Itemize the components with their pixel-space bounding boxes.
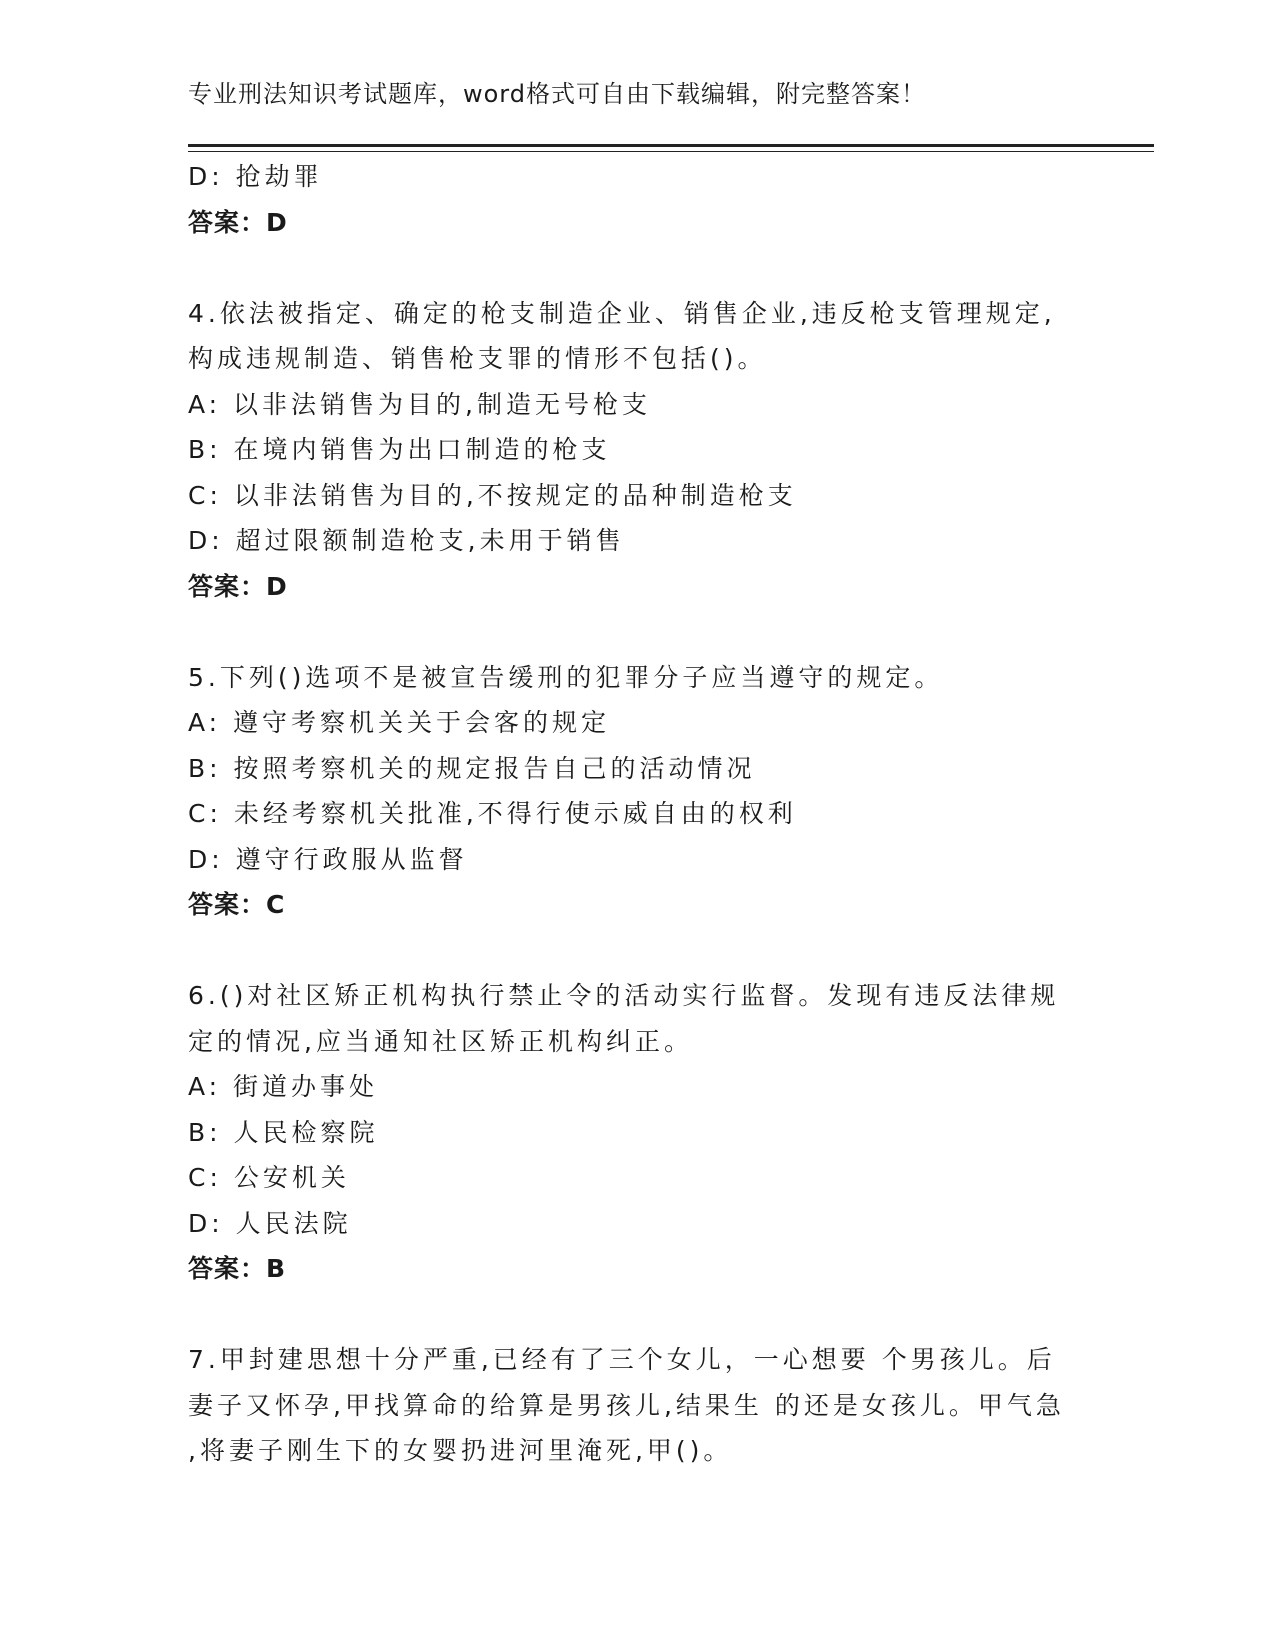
question-stem-line: 定的情况,应当通知社区矫正机构纠正。: [188, 1026, 693, 1056]
answer: 答案：D: [188, 571, 288, 601]
question-stem-line: 7.甲封建思想十分严重,已经有了三个女儿，一心想要 个男孩儿。后: [188, 1345, 1056, 1374]
option-d: D: 人民法院: [188, 1208, 352, 1238]
option-b: B: 人民检察院: [188, 1117, 379, 1147]
question-stem-line: 4.依法被指定、确定的枪支制造企业、销售企业,违反枪支管理规定,: [188, 298, 1056, 328]
option-c: C: 公安机关: [188, 1163, 350, 1192]
question-4: [188, 291, 1118, 610]
question-stem-line: 妻子又怀孕,甲找算命的给算是男孩儿,结果生 的还是女孩儿。甲气急: [188, 1390, 1065, 1420]
option-c: C: 以非法销售为目的,不按规定的品种制造枪支: [188, 480, 797, 510]
question-5: [188, 655, 1118, 928]
question-stem-line: 6.()对社区矫正机构执行禁止令的活动实行监督。发现有违反法律规: [188, 981, 1060, 1010]
option-c: C: 未经考察机关批准,不得行使示威自由的权利: [188, 799, 797, 828]
answer: 答案：B: [188, 1254, 287, 1283]
question-stem-line: 构成违规制造、销售枪支罪的情形不包括()。: [188, 344, 767, 373]
question-6: [188, 973, 1118, 1292]
header-divider-thick: [188, 144, 1154, 147]
option-d: D: 超过限额制造枪支,未用于销售: [188, 526, 625, 555]
document-body: [188, 154, 1118, 1474]
answer: 答案：C: [188, 890, 286, 919]
header-divider-thin: [188, 151, 1154, 152]
option-a: A: 以非法销售为目的,制造无号枪支: [188, 389, 651, 419]
spacer: [188, 245, 1118, 291]
option-a: A: 遵守考察机关关于会客的规定: [188, 708, 611, 737]
spacer: [188, 609, 1118, 655]
option-a: A: 街道办事处: [188, 1072, 379, 1101]
spacer: [188, 928, 1118, 974]
option-d: D: 抢劫罪: [188, 162, 323, 191]
option-b: B: 按照考察机关的规定报告自己的活动情况: [188, 753, 756, 783]
question-stem-line: ,将妻子刚生下的女婴扔进河里淹死,甲()。: [188, 1436, 733, 1465]
question-7: [188, 1337, 1118, 1474]
spacer: [188, 1292, 1118, 1338]
page-header: 专业刑法知识考试题库，word格式可自由下载编辑，附完整答案！: [188, 80, 926, 108]
option-b: B: 在境内销售为出口制造的枪支: [188, 435, 611, 464]
answer: 答案：D: [188, 207, 288, 237]
option-d: D: 遵守行政服从监督: [188, 844, 468, 874]
question-stem-line: 5.下列()选项不是被宣告缓刑的犯罪分子应当遵守的规定。: [188, 662, 944, 692]
